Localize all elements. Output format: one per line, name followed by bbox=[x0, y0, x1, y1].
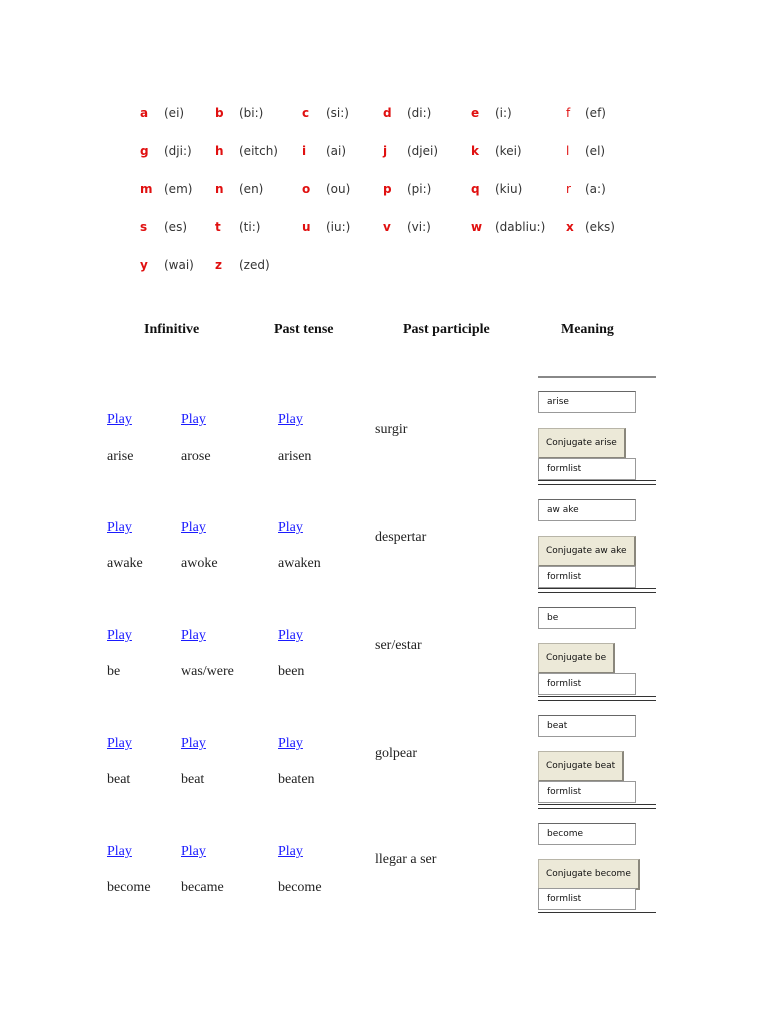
alphabet-entry bbox=[566, 182, 606, 196]
alphabet-entry bbox=[471, 182, 522, 196]
conjugate-button[interactable]: Conjugate become bbox=[538, 859, 640, 890]
play-past-participle-link[interactable]: Play bbox=[278, 412, 303, 427]
alphabet-pronunciation: (kei) bbox=[495, 144, 522, 158]
alphabet-letter: j bbox=[383, 144, 388, 158]
alphabet-letter: q bbox=[471, 182, 480, 196]
conjugate-button[interactable]: Conjugate aw ake bbox=[538, 536, 636, 567]
infinitive-word: beat bbox=[107, 772, 131, 787]
play-infinitive-link[interactable]: Play bbox=[107, 844, 132, 859]
play-past-tense-link[interactable]: Play bbox=[181, 412, 206, 427]
alphabet-pronunciation: (en) bbox=[239, 182, 264, 196]
alphabet-letter: e bbox=[471, 106, 480, 120]
conjugate-widget bbox=[538, 484, 656, 596]
widget-divider bbox=[538, 912, 656, 913]
play-past-tense-link[interactable]: Play bbox=[181, 844, 206, 859]
alphabet-pronunciation: (ef) bbox=[585, 106, 606, 120]
alphabet-entry bbox=[566, 106, 606, 120]
play-infinitive-link[interactable]: Play bbox=[107, 412, 132, 427]
meaning-text: llegar a ser bbox=[375, 852, 437, 867]
alphabet-letter: s bbox=[140, 220, 148, 234]
past-participle-word: beaten bbox=[278, 772, 315, 787]
past-tense-word: was/were bbox=[181, 664, 234, 679]
conjugate-widget bbox=[538, 592, 656, 704]
alphabet-entry bbox=[215, 258, 270, 272]
alphabet-entry bbox=[215, 106, 263, 120]
header-past-tense: Past tense bbox=[274, 322, 334, 337]
alphabet-entry bbox=[566, 220, 615, 234]
alphabet-entry bbox=[471, 106, 512, 120]
alphabet-pronunciation: (el) bbox=[585, 144, 606, 158]
formlist-box[interactable]: formlist bbox=[538, 781, 636, 803]
conjugate-widget bbox=[538, 700, 656, 812]
alphabet-letter: r bbox=[566, 182, 571, 196]
alphabet-pronunciation: (djei) bbox=[407, 144, 439, 158]
play-infinitive-link[interactable]: Play bbox=[107, 520, 132, 535]
alphabet-letter: t bbox=[215, 220, 221, 234]
alphabet-entry bbox=[140, 182, 192, 196]
alphabet-letter: m bbox=[140, 182, 153, 196]
play-past-tense-link[interactable]: Play bbox=[181, 628, 206, 643]
formlist-box[interactable]: formlist bbox=[538, 566, 636, 588]
alphabet-pronunciation: (di:) bbox=[407, 106, 432, 120]
alphabet-entry bbox=[215, 220, 260, 234]
play-past-participle-link[interactable]: Play bbox=[278, 628, 303, 643]
alphabet-letter: i bbox=[302, 144, 307, 158]
alphabet-pronunciation: (eitch) bbox=[239, 144, 278, 158]
past-tense-word: beat bbox=[181, 772, 205, 787]
alphabet-letter: p bbox=[383, 182, 392, 196]
alphabet-pronunciation: (ei) bbox=[164, 106, 185, 120]
alphabet-entry bbox=[215, 144, 278, 158]
alphabet-letter: l bbox=[566, 144, 570, 158]
alphabet-letter: n bbox=[215, 182, 224, 196]
past-participle-word: become bbox=[278, 880, 322, 895]
alphabet-entry bbox=[383, 182, 431, 196]
alphabet-entry bbox=[383, 220, 431, 234]
verb-row-be bbox=[0, 592, 768, 700]
verb-input[interactable]: become bbox=[538, 823, 636, 845]
past-tense-word: awoke bbox=[181, 556, 218, 571]
meaning-text: golpear bbox=[375, 746, 417, 761]
alphabet-letter: b bbox=[215, 106, 224, 120]
alphabet-letter: x bbox=[566, 220, 574, 234]
conjugate-widget bbox=[538, 808, 656, 920]
alphabet-letter: d bbox=[383, 106, 392, 120]
past-participle-word: arisen bbox=[278, 449, 312, 464]
play-past-participle-link[interactable]: Play bbox=[278, 736, 303, 751]
verb-row-awake bbox=[0, 484, 768, 592]
widget-divider bbox=[538, 376, 656, 378]
formlist-box[interactable]: formlist bbox=[538, 888, 636, 910]
verb-row-beat bbox=[0, 700, 768, 808]
play-past-tense-link[interactable]: Play bbox=[181, 520, 206, 535]
play-past-participle-link[interactable]: Play bbox=[278, 844, 303, 859]
meaning-text: despertar bbox=[375, 530, 427, 545]
alphabet-entry bbox=[566, 144, 605, 158]
header-past-participle: Past participle bbox=[403, 322, 490, 337]
alphabet-pronunciation: (a:) bbox=[585, 182, 606, 196]
header-meaning: Meaning bbox=[561, 322, 614, 337]
infinitive-word: arise bbox=[107, 449, 134, 464]
alphabet-entry bbox=[215, 182, 263, 196]
alphabet-entry bbox=[302, 106, 349, 120]
alphabet-letter: o bbox=[302, 182, 311, 196]
verb-input[interactable]: beat bbox=[538, 715, 636, 737]
verb-input[interactable]: aw ake bbox=[538, 499, 636, 521]
alphabet-pronunciation: (es) bbox=[164, 220, 187, 234]
alphabet-letter: g bbox=[140, 144, 149, 158]
alphabet-letter: c bbox=[302, 106, 310, 120]
alphabet-entry bbox=[383, 106, 431, 120]
past-tense-word: arose bbox=[181, 449, 211, 464]
infinitive-word: become bbox=[107, 880, 151, 895]
conjugate-button[interactable]: Conjugate be bbox=[538, 643, 615, 674]
infinitive-word: be bbox=[107, 664, 121, 679]
alphabet-pronunciation: (dji:) bbox=[164, 144, 192, 158]
infinitive-word: awake bbox=[107, 556, 143, 571]
play-infinitive-link[interactable]: Play bbox=[107, 736, 132, 751]
alphabet-entry bbox=[302, 220, 350, 234]
alphabet-letter: h bbox=[215, 144, 224, 158]
verb-input[interactable]: be bbox=[538, 607, 636, 629]
alphabet-letter: z bbox=[215, 258, 222, 272]
verb-row-arise bbox=[0, 376, 768, 484]
conjugate-widget bbox=[538, 376, 656, 488]
alphabet-pronunciation: (i:) bbox=[495, 106, 512, 120]
alphabet-pronunciation: (iu:) bbox=[326, 220, 351, 234]
alphabet-entry bbox=[140, 220, 187, 234]
alphabet-pronunciation: (si:) bbox=[326, 106, 349, 120]
header-infinitive: Infinitive bbox=[144, 322, 200, 337]
alphabet-pronunciation: (pi:) bbox=[407, 182, 432, 196]
alphabet-letter: v bbox=[383, 220, 391, 234]
play-past-participle-link[interactable]: Play bbox=[278, 520, 303, 535]
alphabet-pronunciation: (zed) bbox=[239, 258, 270, 272]
formlist-box[interactable]: formlist bbox=[538, 458, 636, 480]
alphabet-letter: u bbox=[302, 220, 311, 234]
alphabet-pronunciation: (kiu) bbox=[495, 182, 523, 196]
past-participle-word: awaken bbox=[278, 556, 321, 571]
verb-row-become bbox=[0, 808, 768, 916]
alphabet-letter: f bbox=[566, 106, 571, 120]
alphabet-pronunciation: (ti:) bbox=[239, 220, 261, 234]
past-tense-word: became bbox=[181, 880, 224, 895]
alphabet-entry bbox=[140, 144, 192, 158]
alphabet-entry bbox=[471, 144, 522, 158]
alphabet-entry bbox=[140, 106, 184, 120]
alphabet-entry bbox=[140, 258, 194, 272]
alphabet-pronunciation: (ai) bbox=[326, 144, 347, 158]
meaning-text: surgir bbox=[375, 422, 408, 437]
alphabet-letter: w bbox=[471, 220, 483, 234]
alphabet-pronunciation: (dabliu:) bbox=[495, 220, 546, 234]
conjugate-button[interactable]: Conjugate arise bbox=[538, 428, 626, 459]
alphabet-pronunciation: (em) bbox=[164, 182, 193, 196]
formlist-box[interactable]: formlist bbox=[538, 673, 636, 695]
alphabet-letter: y bbox=[140, 258, 148, 272]
verb-input[interactable]: arise bbox=[538, 391, 636, 413]
alphabet-pronunciation: (eks) bbox=[585, 220, 615, 234]
alphabet-pronunciation: (ou) bbox=[326, 182, 351, 196]
alphabet-entry bbox=[302, 182, 350, 196]
alphabet-pronunciation: (wai) bbox=[164, 258, 194, 272]
meaning-text: ser/estar bbox=[375, 638, 422, 653]
play-past-tense-link[interactable]: Play bbox=[181, 736, 206, 751]
past-participle-word: been bbox=[278, 664, 305, 679]
alphabet-entry bbox=[383, 144, 438, 158]
alphabet-entry bbox=[302, 144, 346, 158]
alphabet-entry bbox=[471, 220, 545, 234]
alphabet-pronunciation: (bi:) bbox=[239, 106, 264, 120]
play-infinitive-link[interactable]: Play bbox=[107, 628, 132, 643]
alphabet-pronunciation: (vi:) bbox=[407, 220, 431, 234]
alphabet-letter: k bbox=[471, 144, 479, 158]
conjugate-button[interactable]: Conjugate beat bbox=[538, 751, 624, 782]
alphabet-letter: a bbox=[140, 106, 149, 120]
